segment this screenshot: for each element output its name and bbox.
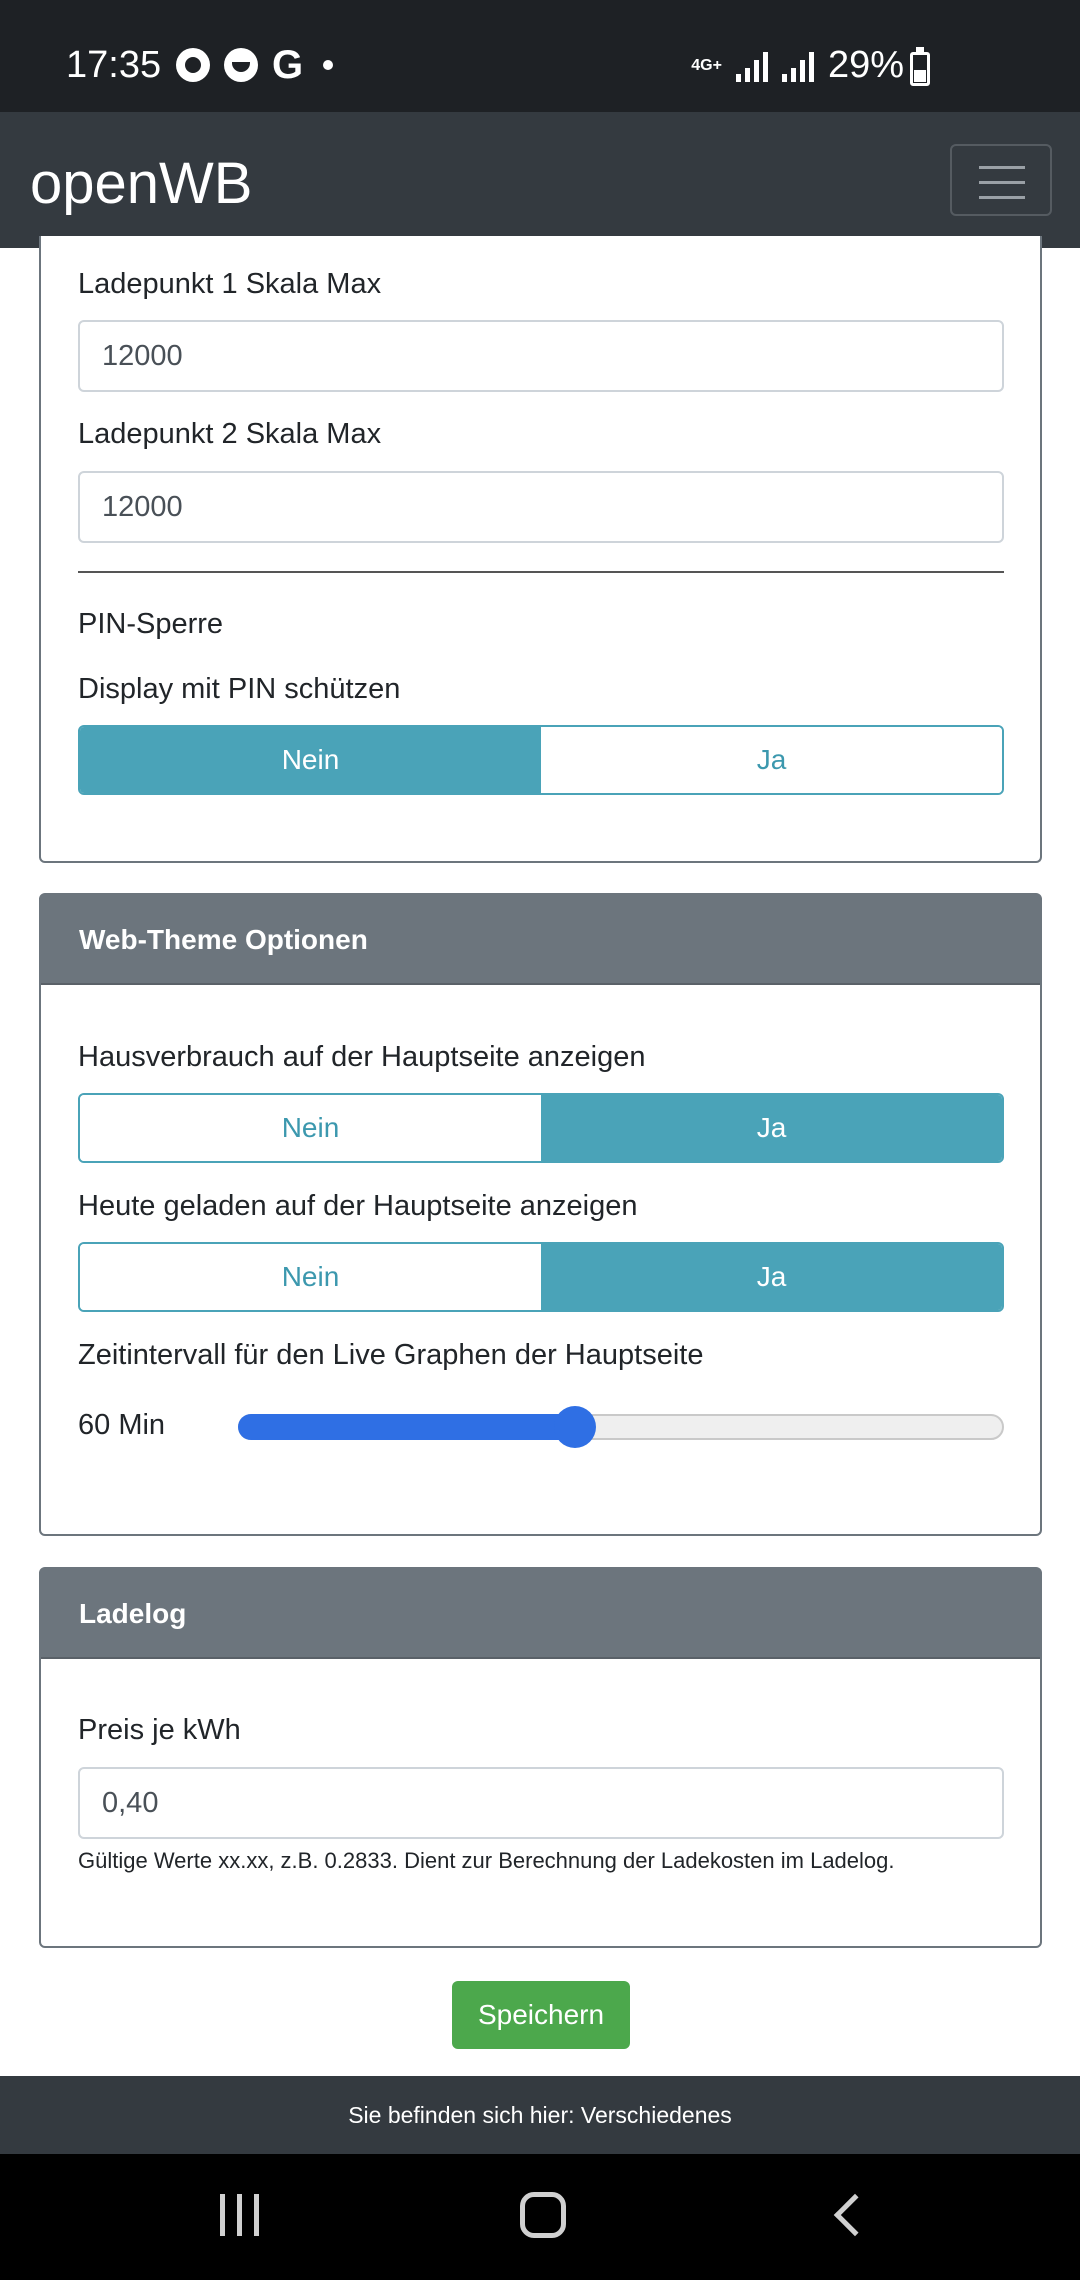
- today-yes-button[interactable]: Ja: [541, 1244, 1002, 1310]
- menu-toggle-button[interactable]: [950, 144, 1052, 216]
- network-type-icon: 4G+: [691, 56, 722, 74]
- status-time: 17:35: [66, 44, 162, 86]
- google-icon: G: [272, 43, 304, 87]
- location-footer: Sie befinden sich hier: Verschiedenes: [0, 2076, 1080, 2154]
- graph-interval-value: 60 Min: [78, 1409, 166, 1441]
- back-icon[interactable]: [834, 2194, 876, 2236]
- system-nav-bar: [0, 2154, 1080, 2280]
- web-theme-header: Web-Theme Optionen: [41, 895, 1040, 985]
- more-notifications-icon: [323, 60, 333, 70]
- price-per-kwh-input[interactable]: 0,40: [78, 1767, 1004, 1839]
- house-no-button[interactable]: Nein: [80, 1095, 541, 1161]
- today-charged-toggle: [78, 1242, 1004, 1312]
- hamburger-icon: [979, 166, 1025, 169]
- lp1-scale-input[interactable]: 12000: [78, 320, 1004, 392]
- pin-no-button[interactable]: Nein: [80, 727, 541, 793]
- hamburger-line: [979, 181, 1025, 184]
- slider-fill: [238, 1414, 575, 1440]
- signal-1-icon: [736, 50, 768, 82]
- lp2-scale-label: Ladepunkt 2 Skala Max: [78, 418, 382, 450]
- graph-interval-label: Zeitintervall für den Live Graphen der Hauptseite: [78, 1339, 704, 1371]
- signal-2-icon: [782, 50, 814, 82]
- save-button[interactable]: Speichern: [452, 1981, 630, 2049]
- pin-yes-button[interactable]: Ja: [541, 727, 1002, 793]
- status-bar: [0, 0, 1080, 112]
- lp2-scale-input[interactable]: 12000: [78, 471, 1004, 543]
- ladelog-panel: [39, 1567, 1042, 1948]
- notification-smiley-icon: [224, 48, 258, 82]
- pin-lock-title: PIN-Sperre: [78, 608, 224, 640]
- status-right: [691, 44, 904, 87]
- house-yes-button[interactable]: Ja: [541, 1095, 1002, 1161]
- price-help-text: Gültige Werte xx.xx, z.B. 0.2833. Dient zur Berechnung der Ladekosten im Ladelog.: [78, 1848, 895, 1873]
- house-consumption-toggle: [78, 1093, 1004, 1163]
- app-navbar: [0, 112, 1080, 248]
- battery-percent: 29%: [827, 44, 904, 86]
- brand-title[interactable]: openWB: [30, 151, 253, 216]
- notification-icons: [176, 43, 333, 87]
- home-icon[interactable]: [520, 2192, 566, 2238]
- today-charged-label: Heute geladen auf der Hauptseite anzeigen: [78, 1190, 638, 1222]
- price-per-kwh-label: Preis je kWh: [78, 1714, 241, 1746]
- divider: [78, 571, 1004, 573]
- pin-protect-label: Display mit PIN schützen: [78, 673, 401, 705]
- ladelog-header: Ladelog: [41, 1569, 1040, 1659]
- recents-icon[interactable]: [220, 2194, 259, 2236]
- today-no-button[interactable]: Nein: [80, 1244, 541, 1310]
- battery-icon: [910, 52, 930, 86]
- hamburger-line: [979, 196, 1025, 199]
- notification-o-icon: [176, 48, 210, 82]
- slider-thumb[interactable]: [554, 1406, 596, 1448]
- house-consumption-label: Hausverbrauch auf der Hauptseite anzeigen: [78, 1041, 646, 1073]
- lp1-scale-label: Ladepunkt 1 Skala Max: [78, 268, 382, 300]
- pin-toggle-group: [78, 725, 1004, 795]
